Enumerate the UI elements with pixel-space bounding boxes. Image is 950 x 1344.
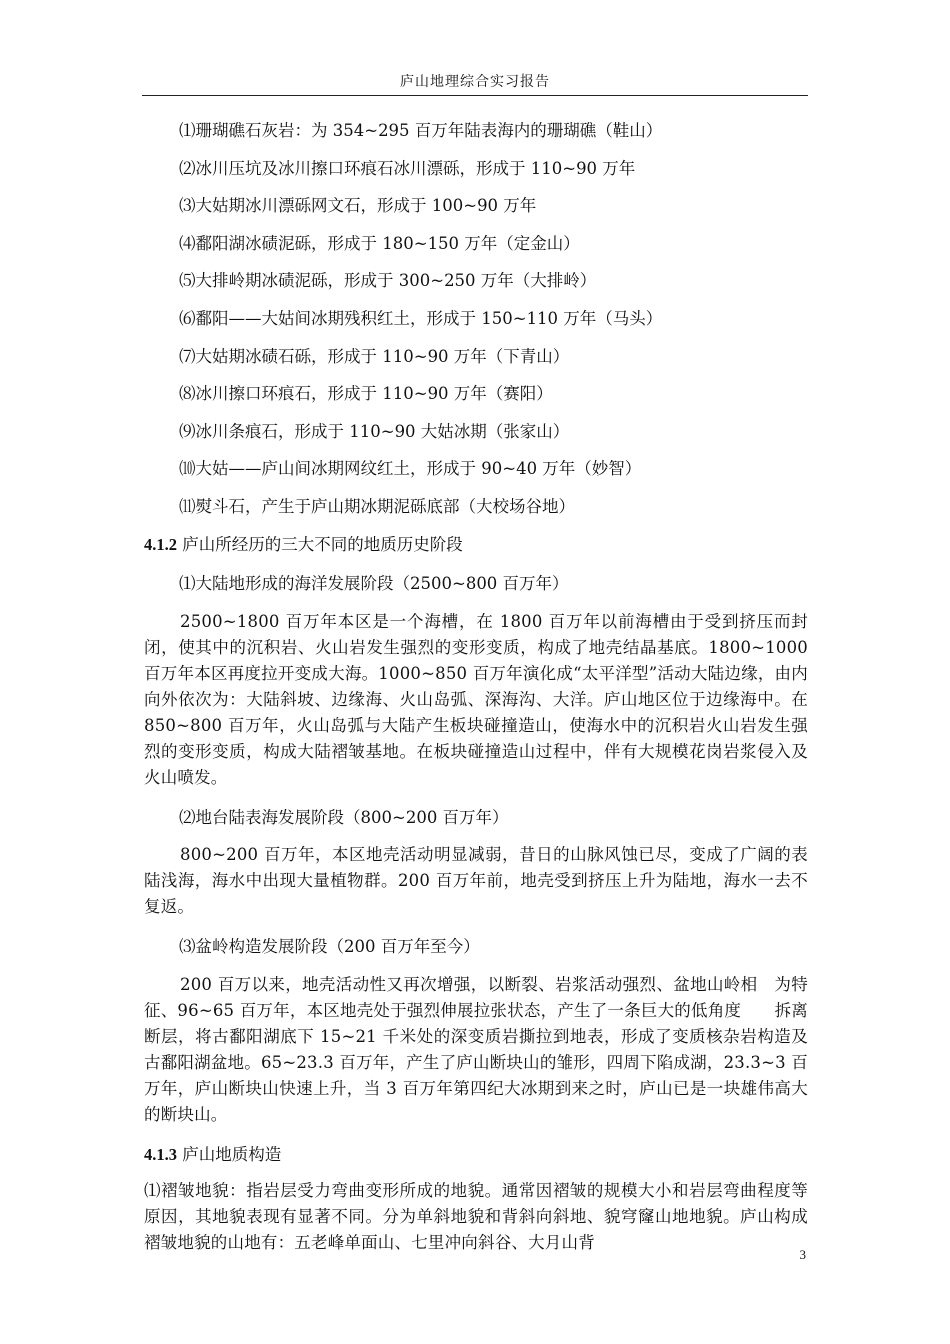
stage-3-paragraph: 200 百万以来，地壳活动性又再次增强，以断裂、岩浆活动强烈、盆地山岭相 为特征、96~65 百万年，本区地壳处于强烈伸展拉张状态，产生了一条巨大的低角度 拆离断层，将古鄱阳湖底下 15~21 千米处的深变质岩撕拉到地表，形成了变质核杂岩构造及古鄱阳湖盆地。65~23.3 百万年，产生了庐山断块山的雏形，四周下陷成湖，23.3~3 百万年，庐山断块山快速上升，当 3 百万年第四纪大冰期到来之时，庐山已是一块雄伟高大的断块山。 bbox=[144, 974, 808, 1124]
stage-1-paragraph: 2500~1800 百万年本区是一个海槽，在 1800 百万年以前海槽由于受到挤压而封闭，使其中的沉积岩、火山岩发生强烈的变形变质，构成了地壳结晶基底。1800~1000 百万年本区再度拉开变成大海。1000~850 百万年演化成“太平洋型”活动大陆边缘，由内向外依次为：大陆斜坡、边缘海、火山岛弧、深海沟、大洋。庐山地区位于边缘海中。在 850~800 百万年，火山岛弧与大陆产生板块碰撞造山，使海水中的沉积岩火山岩发生强烈的变形变质，构成大陆褶皱基地。在板块碰撞造山过程中，伴有大规模花岗岩浆侵入及火山喷发。 bbox=[144, 611, 808, 787]
stage-2-title: ⑵地台陆表海发展阶段（800~200 百万年） bbox=[179, 807, 509, 827]
list-item: ⑴珊瑚礁石灰岩：为 354~295 百万年陆表海内的珊瑚礁（鞋山） bbox=[179, 121, 663, 140]
page-header: 庐山地理综合实习报告 bbox=[400, 74, 550, 90]
section-heading-4-1-3 bbox=[144, 1136, 808, 1174]
list-item: ⑷鄱阳湖冰碛泥砾，形成于 180~150 万年（定金山） bbox=[179, 233, 580, 253]
list-item: ⑼冰川条痕石，形成于 110~90 大姑冰期（张家山） bbox=[179, 421, 570, 441]
list-item: ⑹鄱阳——大姑间冰期残积红土，形成于 150~110 万年（马头） bbox=[179, 308, 663, 328]
section-title: 庐山地质构造 bbox=[177, 1144, 282, 1164]
list-item: ⑶大姑期冰川漂砾网文石，形成于 100~90 万年 bbox=[179, 196, 537, 216]
page-number: 3 bbox=[799, 1247, 806, 1262]
list-item: ⑽大姑——庐山间冰期网纹红土，形成于 90~40 万年（妙智） bbox=[179, 459, 642, 479]
evidence-list bbox=[144, 112, 808, 526]
list-item: ⑻冰川擦口环痕石，形成于 110~90 万年（赛阳） bbox=[179, 384, 553, 404]
fold-landform-paragraph: ⑴褶皱地貌：指岩层受力弯曲变形所成的地貌。通常因褶皱的规模大小和岩层弯曲程度等原因，其地貌表现有显著不同。分为单斜地貌和背斜向斜地、貌穹窿山地地貌。庐山构成褶皱地貌的山地有：五老峰单面山、七里冲向斜谷、大月山背 bbox=[144, 1180, 808, 1252]
stage-2-paragraph: 800~200 百万年，本区地壳活动明显减弱，昔日的山脉风蚀已尽，变成了广阔的表陆浅海，海水中出现大量植物群。200 百万年前，地壳受到挤压上升为陆地，海水一去不复返。 bbox=[144, 845, 808, 917]
stage-3-title: ⑶盆岭构造发展阶段（200 百万年至今） bbox=[179, 937, 480, 957]
list-item: ⑵冰川压坑及冰川擦口环痕石冰川漂砾，形成于 110~90 万年 bbox=[179, 158, 636, 178]
list-item: ⑸大排岭期冰碛泥砾，形成于 300~250 万年（大排岭） bbox=[179, 271, 597, 291]
section-heading-4-1-2 bbox=[144, 526, 808, 564]
list-item: ⑺大姑期冰碛石砾，形成于 110~90 万年（下青山） bbox=[179, 346, 570, 366]
section-number: 4.1.2 bbox=[144, 534, 177, 554]
document-body bbox=[144, 112, 808, 1260]
section-number: 4.1.3 bbox=[144, 1144, 177, 1164]
list-item: ⑾熨斗石，产生于庐山期冰期泥砾底部（大校场谷地） bbox=[179, 496, 575, 516]
header-rule bbox=[142, 95, 808, 96]
section-title: 庐山所经历的三大不同的地质历史阶段 bbox=[177, 534, 463, 554]
stage-1-title: ⑴大陆地形成的海洋发展阶段（2500~800 百万年） bbox=[179, 574, 569, 594]
